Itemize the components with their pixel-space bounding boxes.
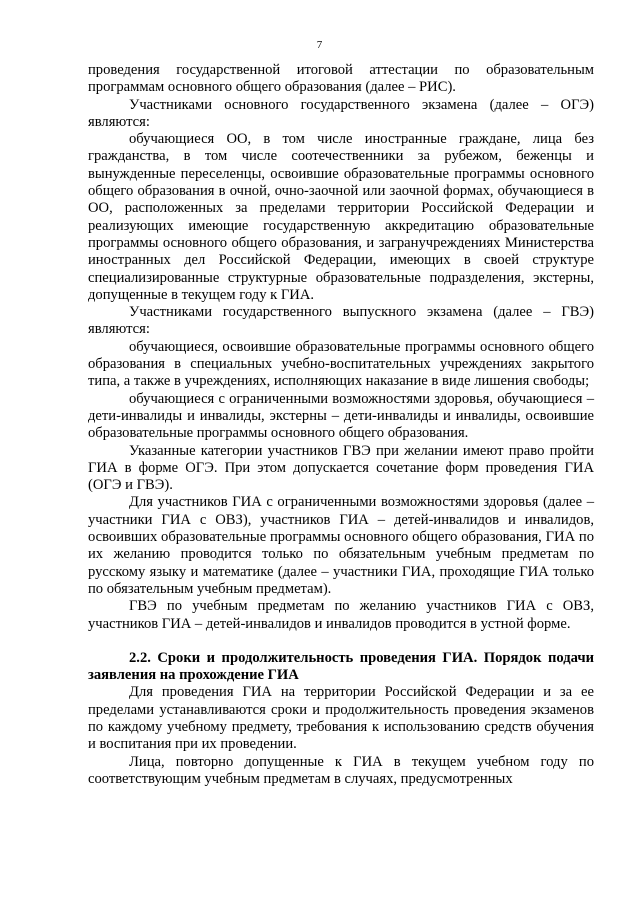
paragraph: обучающиеся, освоившие образовательные программы основного общего образования в специальных учебно-воспитательных учреждениях закрытого типа, а также в учреждениях, исполняющих наказание в виде лишения свободы; — [88, 338, 594, 390]
paragraph: обучающиеся с ограниченными возможностями здоровья, обучающиеся – дети-инвалиды и инвалиды, экстерны – дети-инвалиды и инвалиды, освоившие образовательные программы основного общего образования. — [88, 390, 594, 442]
paragraph: Указанные категории участников ГВЭ при желании имеют право пройти ГИА в форме ОГЭ. При этом допускается сочетание форм проведения ГИА (ОГЭ и ГВЭ). — [88, 442, 594, 494]
document-body — [88, 62, 594, 788]
paragraph: Участниками основного государственного экзамена (далее – ОГЭ) являются: — [88, 96, 594, 130]
paragraph: проведения государственной итоговой аттестации по образовательным программам основного общего образования (далее – РИС). — [88, 62, 594, 96]
paragraph: Лица, повторно допущенные к ГИА в текущем учебном году по соответствующим учебным предметам в случаях, предусмотренных — [88, 753, 594, 787]
paragraph: ГВЭ по учебным предметам по желанию участников ГИА с ОВЗ, участников ГИА – детей-инвалидов и инвалидов проводится в устной форме. — [88, 598, 594, 632]
paragraph: Для проведения ГИА на территории Российской Федерации и за ее пределами устанавливаются сроки и продолжительность проведения экзаменов по каждому учебному предмету, требования к использованию средств обучения и воспитания при их проведении. — [88, 684, 594, 753]
paragraph: обучающиеся ОО, в том числе иностранные граждане, лица без гражданства, в том числе соотечественники за рубежом, беженцы и вынужденные переселенцы, освоившие образовательные программы основного общего образования в очной, очно-заочной или заочной формах, обучающиеся в ОО, расположенных за пределами территории Российской Федерации и реализующих имеющие государственную аккредитацию образовательные программы основного общего образования, и загранучреждениях Министерства иностранных дел Российской Федерации, имеющих в своей структуре специализированные структурные образовательные подразделения, экстерны, допущенные в текущем году к ГИА. — [88, 131, 594, 303]
section-heading: 2.2. Сроки и продолжительность проведения ГИА. Порядок подачи заявления на прохождение ГИА — [88, 649, 594, 684]
paragraph: Для участников ГИА с ограниченными возможностями здоровья (далее – участники ГИА с ОВЗ), участников ГИА – детей-инвалидов и инвалидов, освоивших образовательные программы основного общего образования, ГИА по их желанию проводится только по обязательным учебным предметам по русскому языку и математике (далее – участники ГИА, проходящие ГИА только по обязательным учебным предметам). — [88, 494, 594, 597]
page-number: 7 — [316, 39, 323, 51]
paragraph: Участниками государственного выпускного экзамена (далее – ГВЭ) являются: — [88, 304, 594, 338]
